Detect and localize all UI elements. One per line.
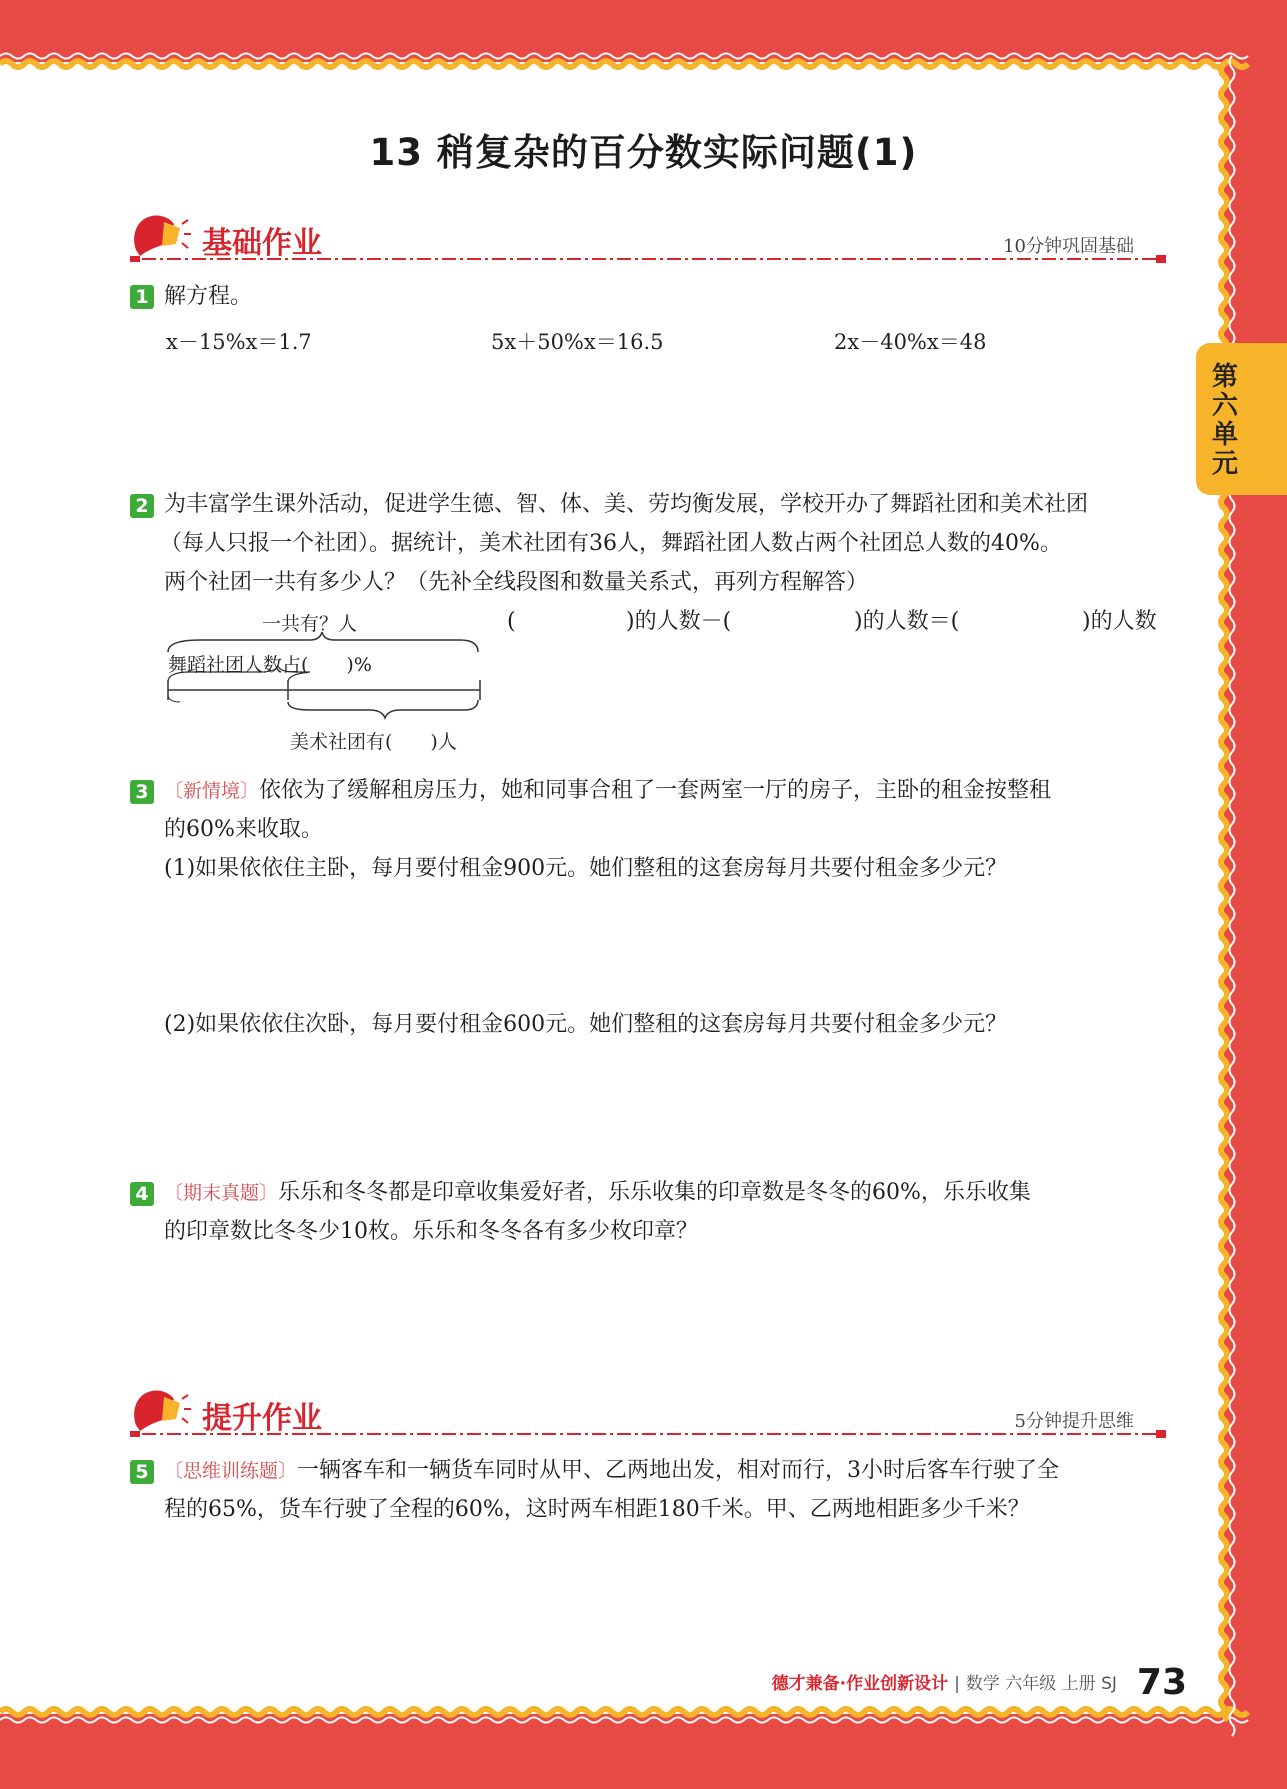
section-divider xyxy=(130,254,1170,264)
question-text-line: 的印章数比冬冬少10枚。乐乐和冬冬各有多少枚印章？ xyxy=(164,1219,698,1244)
question-number: 1 xyxy=(130,285,154,309)
question-tag: 〔期末真题〕 xyxy=(164,1182,279,1204)
question-text: 乐乐和冬冬都是印章收集爱好者，乐乐收集的印章数是冬冬的60%，乐乐收集 xyxy=(278,1180,1031,1205)
question-text-line xyxy=(164,771,1051,811)
page-number: 73 xyxy=(1136,1662,1187,1703)
question-text: 一辆客车和一辆货车同时从甲、乙两地出发，相对而行，3小时后客车行驶了全 xyxy=(297,1458,1060,1483)
equation-2: 5x＋50%x＝16.5 xyxy=(491,330,664,354)
relation-part-2: )的人数－( xyxy=(626,609,732,634)
question-text-line xyxy=(164,1173,1031,1213)
trumpet-icon xyxy=(130,1385,192,1435)
relation-part-4: )的人数 xyxy=(1082,609,1157,634)
footer-separator: | xyxy=(954,1674,960,1694)
section-basic-title: 基础作业 xyxy=(202,226,322,261)
trumpet-icon xyxy=(130,210,192,260)
section-advanced-header xyxy=(130,1385,1170,1435)
question-number: 4 xyxy=(130,1182,154,1206)
question-text-line: （每人只报一个社团）。据统计，美术社团有36人，舞蹈社团人数占两个社团总人数的40%。 xyxy=(160,531,1062,556)
unit-side-tab xyxy=(1196,343,1287,495)
question-number: 3 xyxy=(130,780,154,804)
question-text-line: 为丰富学生课外活动，促进学生德、智、体、美、劳均衡发展，学校开办了舞蹈社团和美术社团 xyxy=(164,492,1089,517)
section-advanced-title: 提升作业 xyxy=(202,1401,322,1436)
section-basic-tag: 10分钟巩固基础 xyxy=(1003,236,1134,257)
question-text: 依依为了缓解租房压力，她和同事合租了一套两室一厅的房子，主卧的租金按整租 xyxy=(259,778,1052,803)
diagram-total-label: 一共有？人 xyxy=(262,613,358,635)
sub-question-1: (1)如果依依住主卧，每月要付租金900元。她们整租的这套房每月共要付租金多少元？ xyxy=(164,856,1008,881)
section-divider xyxy=(130,1429,1170,1439)
footer-meta: 数学 六年级 上册 SJ xyxy=(965,1674,1117,1694)
sub-question-2: (2)如果依依住次卧，每月要付租金600元。她们整租的这套房每月共要付租金多少元？ xyxy=(164,1012,1008,1037)
question-text-line: 两个社团一共有多少人？（先补全线段图和数量关系式，再列方程解答） xyxy=(164,570,869,595)
section-advanced-tag: 5分钟提升思维 xyxy=(1014,1411,1134,1432)
equation-1: x－15%x＝1.7 xyxy=(166,330,312,354)
question-tag: 〔新情境〕 xyxy=(164,780,260,802)
question-number: 2 xyxy=(130,494,154,518)
question-text-line: 的60%来收取。 xyxy=(164,817,323,842)
relation-part-1: ( xyxy=(507,609,516,634)
footer-brand: 德才兼备·作业创新设计 xyxy=(771,1674,949,1694)
diagram-art-label: 美术社团有( )人 xyxy=(290,731,457,753)
page-footer xyxy=(772,1662,1187,1702)
line-segment-diagram xyxy=(160,628,500,738)
question-tag: 〔思维训练题〕 xyxy=(164,1460,298,1482)
question-text-line: 程的65%，货车行驶了全程的60%，这时两车相距180千米。甲、乙两地相距多少千米？ xyxy=(164,1497,1030,1522)
page-title: 13 稍复杂的百分数实际问题(1) xyxy=(369,131,918,174)
diagram-dance-label: 舞蹈社团人数占( )% xyxy=(168,654,372,676)
unit-side-tab-label: 第六单元 xyxy=(1211,362,1238,479)
question-number: 5 xyxy=(130,1460,154,1484)
question-text-line xyxy=(164,1451,1059,1491)
question-text: 解方程。 xyxy=(164,284,253,309)
equation-3: 2x－40%x＝48 xyxy=(834,330,987,354)
relation-part-3: )的人数＝( xyxy=(854,609,960,634)
section-basic-header xyxy=(130,210,1170,260)
